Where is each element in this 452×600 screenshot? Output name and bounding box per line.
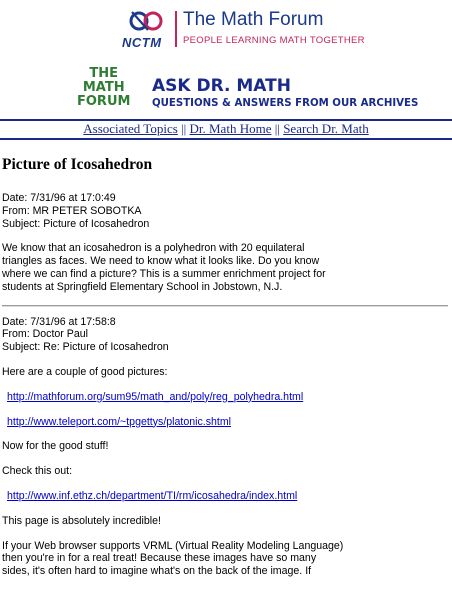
math-forum-logo[interactable] (77, 67, 130, 109)
nav-dr-math-home-link[interactable]: Dr. Math Home (189, 121, 272, 136)
math-forum-title[interactable]: The Math Forum (183, 9, 324, 30)
vrml-line: sides, it's often hard to imagine what's on the back of the image. If (2, 565, 312, 578)
vrml-line: If your Web browser supports VRML (Virtual Reality Modeling Language) (2, 539, 344, 552)
nav-separator: || (181, 121, 187, 136)
nav-bar (0, 121, 452, 137)
math-forum-header[interactable] (118, 8, 398, 50)
question-body-line: triangles as faces. We need to know what it looks like. Do you know (2, 255, 320, 268)
question-date: Date: 7/31/96 at 17:0:49 (2, 192, 116, 204)
logo-line: MATH (82, 80, 125, 95)
logo-line: THE (89, 66, 119, 81)
page-title: Picture of Icosahedron (2, 156, 153, 173)
nctm-wordmark: NCTM (122, 35, 162, 50)
question-subject: Subject: Picture of Icosahedron (2, 217, 150, 230)
question-body-line: where we can find a picture? This is a summer enrichment project for (2, 267, 326, 280)
good-stuff-text: Now for the good stuff! (2, 440, 109, 453)
ask-dr-math-title[interactable]: ASK DR. MATH (152, 76, 291, 96)
answer-subject: Subject: Re: Picture of Icosahedron (2, 341, 169, 354)
nav-search-dr-math-link[interactable]: Search Dr. Math (283, 121, 369, 136)
nav-separator: || (274, 121, 280, 136)
math-forum-tagline: PEOPLE LEARNING MATH TOGETHER (183, 35, 365, 46)
platonic-link[interactable]: http://www.teleport.com/~tpgettys/platonic.shtml (7, 415, 232, 428)
logo-line: FORUM (77, 94, 131, 109)
nctm-logo (118, 8, 178, 50)
question-from: From: MR PETER SOBOTKA (2, 204, 142, 217)
question-message (2, 192, 448, 294)
ask-dr-math-subtitle: QUESTIONS & ANSWERS FROM OUR ARCHIVES (152, 98, 419, 109)
answer-message (2, 316, 448, 578)
message-content (2, 192, 448, 578)
incredible-text: This page is absolutely incredible! (2, 514, 161, 527)
nav-associated-topics-link[interactable]: Associated Topics (83, 121, 178, 136)
answer-date: Date: 7/31/96 at 17:58:8 (2, 315, 116, 328)
check-out-text: Check this out: (2, 465, 73, 478)
answer-from: From: Doctor Paul (2, 328, 88, 341)
question-body-line: students at Springfield Elementary School in Jobstown, N.J. (2, 280, 283, 293)
nav-bottom-rule (0, 138, 452, 140)
nctm-swirl-icon (128, 8, 170, 34)
question-body-line: We know that an icosahedron is a polyhedron with 20 equilateral (2, 242, 305, 255)
vrml-line: then you're in for a real treat! Because these images have so many (2, 552, 317, 565)
reg-polyhedra-link[interactable]: http://mathforum.org/sum95/math_and/poly/reg_polyhedra.html (7, 390, 304, 403)
header-divider (175, 11, 177, 47)
icosahedra-link[interactable]: http://www.inf.ethz.ch/department/TI/rm/icosahedra/index.html (7, 489, 298, 502)
answer-intro: Here are a couple of good pictures: (2, 365, 168, 378)
